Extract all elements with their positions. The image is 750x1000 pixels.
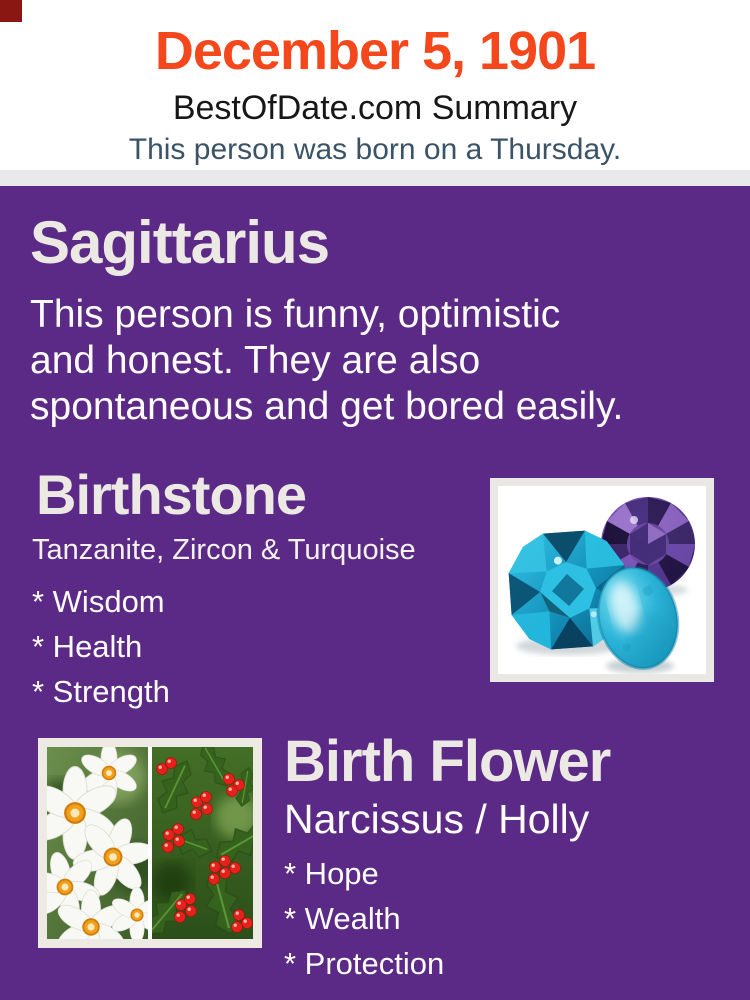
zodiac-sign-title: Sagittarius xyxy=(30,209,330,276)
zodiac-description-line: This person is funny, optimistic xyxy=(30,293,561,336)
birth-flower-photo xyxy=(47,747,253,939)
birthstone-photo-card xyxy=(490,478,714,682)
narcissus-photo xyxy=(47,747,165,939)
gems-illustration xyxy=(498,486,706,674)
birth-flower-trait: * Protection xyxy=(284,946,445,981)
birthstone-trait: * Strength xyxy=(32,674,170,709)
photo-gap xyxy=(148,747,152,939)
header xyxy=(0,0,750,170)
holly-photo xyxy=(138,747,253,939)
birthstone-trait-list xyxy=(32,579,170,714)
page-title-date: December 5, 1901 xyxy=(154,21,596,81)
birthstone-names: Tanzanite, Zircon & Turquoise xyxy=(32,534,416,566)
zodiac-section xyxy=(0,186,750,1000)
birth-flower-trait: * Hope xyxy=(284,856,379,891)
flowers-illustration xyxy=(47,747,253,939)
birthstone-photo xyxy=(498,486,706,674)
birth-flower-names: Narcissus / Holly xyxy=(284,796,590,842)
birthstone-trait: * Health xyxy=(32,629,143,664)
born-weekday-line: This person was born on a Thursday. xyxy=(128,133,622,166)
birth-flower-title: Birth Flower xyxy=(284,729,611,794)
zodiac-description-line: spontaneous and get bored easily. xyxy=(30,385,624,428)
birth-flower-trait-list xyxy=(284,851,444,986)
site-summary-subtitle: BestOfDate.com Summary xyxy=(172,89,578,127)
header-divider xyxy=(0,170,750,186)
zodiac-description-line: and honest. They are also xyxy=(30,339,481,382)
birth-flower-trait: * Wealth xyxy=(284,901,401,936)
zodiac-description xyxy=(30,292,623,430)
birth-flower-photo-card xyxy=(38,738,262,948)
birthstone-title: Birthstone xyxy=(36,463,306,526)
birthstone-trait: * Wisdom xyxy=(32,584,165,619)
